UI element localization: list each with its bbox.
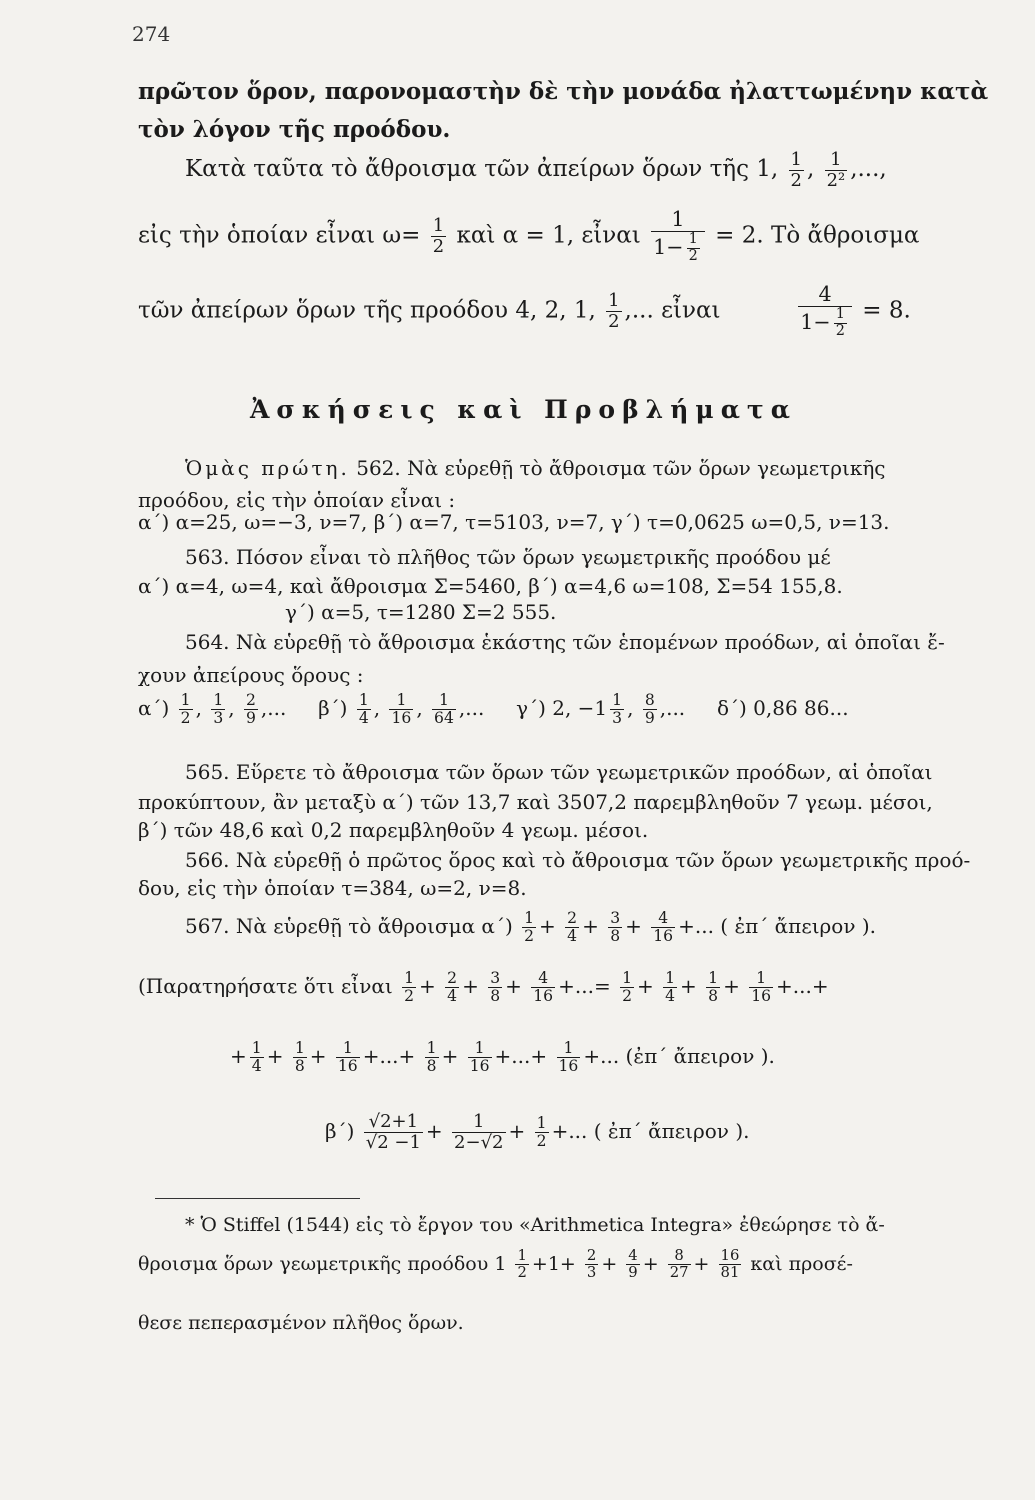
compound-fraction: 4 1− $\frac{1}{2}$ [798,283,852,340]
fraction: $\frac{2}{4}$ [567,909,578,946]
fraction: $\frac{1}{16}$ [469,1039,490,1076]
exercise-562 [185,456,1035,480]
fraction: $\frac{1}{2-√2}$ [454,1111,504,1153]
exercise-564-c: α΄) $\frac{1}{2}$ , $\frac{1}{3}$ , $\frac{2}{9}$ ,... β΄) $\frac{1}{4}$ , $\frac{1}{16}$ , $\frac{1}{64}$ ,... γ΄) 2, −1 $\frac{1}{3}$ , $\frac{8}{9}$ ,... δ΄) 0,86 86... [138,691,849,728]
exercise-text: 562. Νὰ εὑρεθῇ τὸ ἄθροισμα τῶν ὅρων γεωμετρικῆς [356,456,886,480]
example-tail: ,..., [850,156,887,183]
compound-fraction: 1 1− $\frac{1}{2}$ [651,208,705,265]
section-heading: Ἀσκήσεις καὶ Προβλήματα [250,395,797,424]
fraction: $\frac{1}{2}$ [790,149,802,191]
fraction: $\frac{1}{8}$ [426,1039,437,1076]
example-text: εἰς τὴν ὁποίαν εἶναι ω= [138,222,421,249]
fraction: $\frac{1}{3}$ [612,691,623,728]
intro-line-1: πρῶτον ὅρον, παρονομαστὴν δὲ τὴν μονάδα ἠλαττωμένην κατὰ [138,78,989,105]
observation-line-2: + $\frac{1}{4}$ + $\frac{1}{8}$ + $\frac{1}{16}$ +...+ $\frac{1}{8}$ + $\frac{1}{16}$ +...+ $\frac{1}{16}$ +... (ἐπ΄ ἄπειρον ). [230,1039,775,1076]
footnote-rule [155,1198,360,1199]
fraction: $\frac{1}{4}$ [251,1039,262,1076]
fraction: $\frac{8}{27}$ [669,1247,689,1282]
fraction: $\frac{√2+1}{√2 -1}$ [365,1111,421,1153]
fraction: $\frac{1}{2}$ [180,691,191,728]
fraction: $\frac{2}{9}$ [245,691,256,728]
exercise-563-c: γ΄) α=5, τ=1280 Σ=2 555. [285,600,557,624]
fraction: $\frac{3}{8}$ [490,969,501,1006]
group-label: Ὁμὰς πρώτη. [185,456,350,480]
exercise-562-b: προόδου, εἰς τὴν ὁποίαν εἶναι : [138,488,456,512]
fraction: $\frac{2}{3}$ [586,1247,597,1282]
fraction: $\frac{1}{64}$ [434,691,454,728]
fraction: $\frac{1}{16}$ [751,969,772,1006]
exercise-563: 563. Πόσον εἶναι τὸ πλῆθος τῶν ὅρων γεωμετρικῆς προόδου μέ [185,545,831,569]
fraction: $\frac{2}{4}$ [447,969,458,1006]
example-line-3 [138,283,988,340]
fraction: $\frac{1}{2}$ [536,1113,547,1150]
page-number: 274 [132,22,171,46]
intro-line-2: τὸν λόγον τῆς προόδου. [138,116,451,143]
footnote-line-2: θροισμα ὅρων γεωμετρικῆς προόδου 1 $\frac{1}{2}$ +1+ $\frac{2}{3}$ + $\frac{4}{9}$ + $\frac{8}{27}$ + $\frac{16}{81}$ καὶ προσέ- [138,1247,853,1282]
fraction: $\frac{1}{2}$ [622,969,632,1006]
exercise-563-b: α΄) α=4, ω=4, καὶ ἄθροισμα Σ=5460, β΄) α=4,6 ω=108, Σ=54 155,8. [138,574,843,598]
example-text: Κατὰ ταῦτα τὸ ἄθροισμα τῶν ἀπείρων ὅρων τῆς 1, [185,156,779,183]
exercise-565-c: β΄) τῶν 48,6 καὶ 0,2 παρεμβληθοῦν 4 γεωμ. μέσοι. [138,818,649,842]
exercise-567-b: β΄) $\frac{√2+1}{√2 -1}$ + $\frac{1}{2-√2}$ + $\frac{1}{2}$ +... ( ἐπ΄ ἄπειρον ). [325,1111,750,1153]
fraction: $\frac{1}{2}$ [524,909,535,946]
example-text: καὶ α = 1, εἶναι [456,222,641,249]
footnote-line-1: * Ὁ Stiffel (1544) εἰς τὸ ἔργον του «Arithmetica Integra» ἐθεώρησε τὸ ἄ- [185,1214,885,1236]
fraction: $\frac{1}{16}$ [558,1039,579,1076]
exercise-565-b: προκύπτουν, ἂν μεταξὺ α΄) τῶν 13,7 καὶ 3507,2 παρεμβληθοῦν 7 γεωμ. μέσοι, [138,790,933,814]
exercise-567: 567. Νὰ εὑρεθῇ τὸ ἄθροισμα α΄) $\frac{1}{2}$ + $\frac{2}{4}$ + $\frac{3}{8}$ + $\frac{4}{16}$ +... ( ἐπ΄ ἄπειρον ). [185,909,877,946]
exercise-565: 565. Εὕρετε τὸ ἄθροισμα τῶν ὅρων τῶν γεωμετρικῶν προόδων, αἱ ὁποῖαι [185,760,933,784]
fraction: $\frac{4}{16}$ [653,909,674,946]
exercise-564: 564. Νὰ εὑρεθῇ τὸ ἄθροισμα ἑκάστης τῶν ἑπομένων προόδων, αἱ ὁποῖαι ἔ- [185,630,945,654]
fraction: $\frac{1}{2}$ [404,969,415,1006]
exercise-564-b: χουν ἀπείρους ὅρους : [138,663,364,687]
fraction: $\frac{1}{2}$ [517,1247,527,1282]
fraction: $\frac{8}{9}$ [644,691,655,728]
example-line-2 [138,208,988,265]
fraction: $\frac{1}{2}$ [432,215,445,257]
footnote-line-3: θεσε πεπερασμένον πλῆθος ὅρων. [138,1312,464,1334]
fraction: $\frac{1}{4}$ [665,969,676,1006]
fraction: $\frac{1}{3}$ [213,691,224,728]
fraction: $\frac{4}{16}$ [533,969,554,1006]
fraction: $\frac{1}{16}$ [337,1039,358,1076]
example-line-1: Κατὰ ταῦτα τὸ ἄθροισμα τῶν ἀπείρων ὅρων τῆς 1, $\frac{1}{2}$ , $\frac{1}{\text{2²}}$ ,..., [185,149,887,191]
exercise-566-b: δου, εἰς τὴν ὁποίαν τ=384, ω=2, ν=8. [138,876,527,900]
exercise-566: 566. Νὰ εὑρεθῇ ὁ πρῶτος ὅρος καὶ τὸ ἄθροισμα τῶν ὅρων γεωμετρικῆς προό- [185,848,971,872]
fraction: $\frac{1}{8}$ [294,1039,305,1076]
example-text: τῶν ἀπείρων ὅρων τῆς προόδου 4, 2, 1, [138,297,596,324]
fraction: $\frac{4}{9}$ [628,1247,638,1282]
exercise-562-c: α΄) α=25, ω=−3, ν=7, β΄) α=7, τ=5103, ν=7, γ΄) τ=0,0625 ω=0,5, ν=13. [138,510,890,534]
example-text: = 2. Τὸ ἄθροισμα [715,222,920,249]
example-text: = 8. [862,297,911,324]
fraction: $\frac{1}{8}$ [708,969,719,1006]
observation-line-1: (Παρατηρήσατε ὅτι εἶναι $\frac{1}{2}$ + $\frac{2}{4}$ + $\frac{3}{8}$ + $\frac{4}{16}$ +...= $\frac{1}{2}$ + $\frac{1}{4}$ + $\frac{1}{8}$ + $\frac{1}{16}$ +...+ [138,969,829,1006]
example-text: ,... εἶναι [624,297,721,324]
fraction: $\frac{1}{\text{2²}}$ [826,149,846,191]
fraction: $\frac{3}{8}$ [610,909,621,946]
fraction: $\frac{1}{2}$ [608,290,620,332]
fraction: $\frac{16}{81}$ [720,1247,740,1282]
fraction: $\frac{1}{4}$ [358,691,369,728]
fraction: $\frac{1}{16}$ [391,691,412,728]
